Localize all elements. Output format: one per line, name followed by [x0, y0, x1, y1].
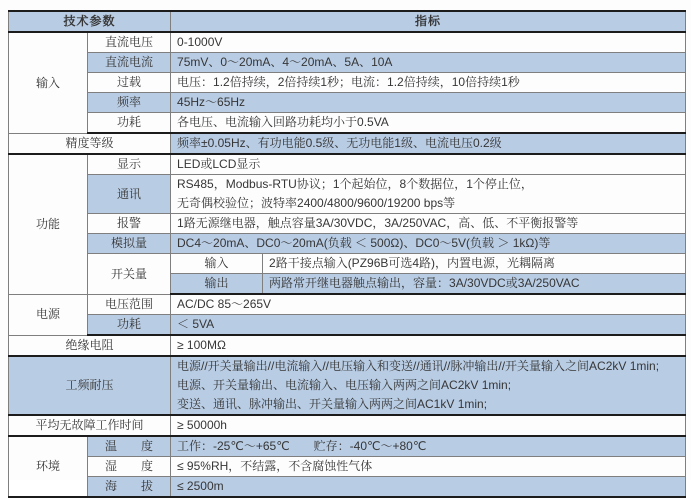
- withstand-value-line1: 电源//开关量输出//电流输入//电压输入和变送//通讯//脉冲输出//开关量输入之间AC2kV 1min;: [177, 359, 660, 373]
- group-power-label: 电源: [9, 294, 88, 335]
- display-label: 显示: [88, 154, 171, 175]
- dc-voltage-value: 0-1000V: [171, 32, 686, 53]
- alarm-value: 1路无源继电器，触点容量3A/30VDC，3A/250VAC，高、低、不平衡报警等: [171, 214, 686, 234]
- switch-output-value: 两路常开继电器触点输出，容量：3A/30VDC或3A/250VAC: [263, 274, 686, 295]
- communication-label: 通讯: [88, 175, 171, 214]
- analog-label: 模拟量: [88, 234, 171, 254]
- row-voltage-range: [9, 294, 686, 315]
- insulation-label: 绝缘电阻: [9, 335, 171, 356]
- power-consumption-value: ＜ 5VA: [171, 315, 686, 336]
- row-withstand: [9, 356, 686, 415]
- input-consumption-label: 功耗: [88, 113, 171, 134]
- table-header-row: [9, 11, 686, 32]
- input-consumption-value: 各电压、电流输入回路功耗均小于0.5VA: [171, 113, 686, 134]
- withstand-value-line2: 电源、开关量输出、电流输入、电压输入两两之间AC2kV 1min;: [177, 378, 512, 392]
- spec-table: [8, 10, 686, 498]
- alarm-label: 报警: [88, 214, 171, 234]
- row-dc-voltage: [9, 32, 686, 53]
- mtbf-value: ≥ 50000h: [171, 415, 686, 436]
- switch-input-label: 输入: [171, 254, 263, 274]
- row-dc-current: [9, 53, 686, 73]
- insulation-value: ≥ 100MΩ: [171, 335, 686, 356]
- overload-label: 过载: [88, 73, 171, 93]
- row-power-consumption: [9, 315, 686, 336]
- row-temperature: [9, 436, 686, 457]
- withstand-label: 工频耐压: [9, 356, 171, 415]
- switch-input-value: 2路干接点输入(PZ96B可选4路)，内置电源，光耦隔离: [263, 254, 686, 274]
- row-accuracy: [9, 133, 686, 154]
- frequency-value: 45Hz～65Hz: [171, 93, 686, 113]
- row-mtbf: [9, 415, 686, 436]
- withstand-value-line3: 变送、通讯、脉冲输出、开关量输入两两之间AC1kV 1min;: [177, 397, 488, 411]
- group-function-label: 功能: [9, 154, 88, 294]
- switch-output-label: 输出: [171, 274, 263, 295]
- header-value-col: 指标: [171, 11, 686, 32]
- withstand-value: [171, 356, 686, 415]
- communication-value: [171, 175, 686, 214]
- dc-voltage-label: 直流电压: [88, 32, 171, 53]
- row-switch-input: [9, 254, 686, 274]
- row-insulation: [9, 335, 686, 356]
- row-display: [9, 154, 686, 175]
- row-communication: [9, 175, 686, 214]
- display-value: LED或LCD显示: [171, 154, 686, 175]
- accuracy-label: 精度等级: [9, 133, 171, 154]
- communication-value-line2: 无奇偶校验位；波特率2400/4800/9600/19200 bps等: [177, 196, 456, 210]
- temperature-label: 温 度: [88, 436, 171, 457]
- switch-io-label: 开关量: [88, 254, 171, 295]
- communication-value-line1: RS485，Modbus-RTU协议；1个起始位，8个数据位，1个停止位，: [177, 177, 533, 191]
- row-humidity: [9, 457, 686, 477]
- altitude-label: 海 拔: [88, 477, 171, 498]
- humidity-label: 湿 度: [88, 457, 171, 477]
- group-environment-label: 环境: [9, 436, 88, 497]
- row-analog: [9, 234, 686, 254]
- row-alarm: [9, 214, 686, 234]
- group-input-label: 输入: [9, 32, 88, 133]
- dc-current-label: 直流电流: [88, 53, 171, 73]
- analog-value: DC4～20mA、DC0～20mA(负载 ＜ 500Ω)、DC0～5V(负载 ＞ 1kΩ)等: [171, 234, 686, 254]
- frequency-label: 频率: [88, 93, 171, 113]
- voltage-range-value: AC/DC 85～265V: [171, 294, 686, 315]
- dc-current-value: 75mV、0～20mA、4～20mA、5A、10A: [171, 53, 686, 73]
- humidity-value: ≤ 95%RH，不结露，不含腐蚀性气体: [171, 457, 686, 477]
- altitude-value: ≤ 2500m: [171, 477, 686, 498]
- power-consumption-label: 功耗: [88, 315, 171, 336]
- row-input-consumption: [9, 113, 686, 134]
- overload-value: 电压：1.2倍持续，2倍持续1秒；电流：1.2倍持续，10倍持续1秒: [171, 73, 686, 93]
- voltage-range-label: 电压范围: [88, 294, 171, 315]
- row-frequency: [9, 93, 686, 113]
- header-params-col: 技术参数: [9, 11, 171, 32]
- temperature-value: 工作：-25℃～+65℃ 贮存：-40℃～+80℃: [171, 436, 686, 457]
- accuracy-value: 频率±0.05Hz、有功电能0.5级、无功电能1级、电流电压0.2级: [171, 133, 686, 154]
- mtbf-label: 平均无故障工作时间: [9, 415, 171, 436]
- row-overload: [9, 73, 686, 93]
